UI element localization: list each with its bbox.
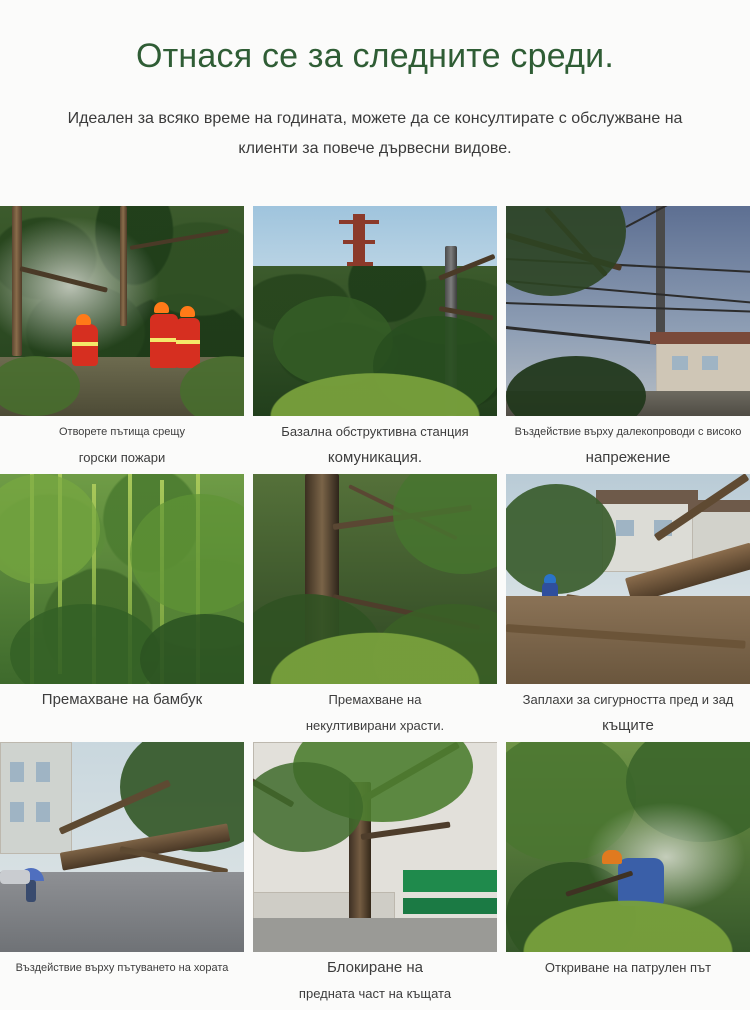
caption-line-1: Премахване на бамбук: [41, 691, 203, 708]
caption-line-2: [0, 710, 244, 716]
caption-line-1: Премахване на: [328, 692, 422, 707]
grid-cell-base-station[interactable]: [253, 206, 497, 468]
photo-fallen-tree-road: [0, 742, 244, 952]
caption-line-1: Откриване на патрулен път: [544, 960, 712, 975]
caption-line-2: [0, 978, 244, 984]
image-grid: [0, 206, 750, 1010]
caption-line-2: горски пожари: [78, 450, 166, 465]
caption-line-2: комуникация.: [327, 449, 423, 466]
grid-row: [0, 474, 750, 736]
photo-overgrown-shrubs: [253, 474, 497, 684]
caption-line-1: Базална обструктивна станция: [281, 424, 469, 439]
caption-line-1: Отворете пътища срещу: [58, 426, 186, 438]
caption-line-2: [506, 978, 750, 984]
grid-row: [0, 206, 750, 468]
grid-cell-house-front[interactable]: [253, 742, 497, 1004]
caption-line-1: Заплахи за сигурността пред и зад: [522, 692, 734, 707]
photo-power-lines: [506, 206, 750, 416]
photo-firefighters: [0, 206, 244, 416]
grid-cell-house-threat[interactable]: [506, 474, 750, 736]
grid-cell-road-travel[interactable]: [0, 742, 244, 1004]
page-subtitle: Идеален за всяко време на годината, можете да се консултирате с обслужване на клиенти за повече дървесни видове.: [67, 110, 683, 157]
grid-cell-power-lines[interactable]: [506, 206, 750, 468]
page-header: [0, 0, 750, 164]
photo-telecom-tower: [253, 206, 497, 416]
caption-line-2: предната част на къщата: [298, 986, 452, 1001]
caption-line-2: некултивирани храсти.: [305, 718, 445, 733]
caption-line-1: Въздействие върху далекопроводи с високо: [514, 426, 742, 438]
caption-line-1: Въздействие върху пътуването на хората: [15, 962, 229, 974]
photo-fallen-tree-houses: [506, 474, 750, 684]
photo-bamboo-grove: [0, 474, 244, 684]
grid-row: [0, 742, 750, 1004]
page-title: Отнася се за следните среди.: [136, 37, 614, 75]
grid-cell-patrol-path[interactable]: [506, 742, 750, 1004]
caption-line-2: напрежение: [585, 449, 671, 466]
grid-cell-forest-fire[interactable]: [0, 206, 244, 468]
caption-line-2: къщите: [602, 717, 654, 734]
grid-cell-bamboo[interactable]: [0, 474, 244, 736]
photo-tree-front-shop: [253, 742, 497, 952]
grid-cell-shrubs[interactable]: [253, 474, 497, 736]
photo-patrol-path-worker: [506, 742, 750, 952]
caption-line-1: Блокиране на: [327, 959, 423, 976]
